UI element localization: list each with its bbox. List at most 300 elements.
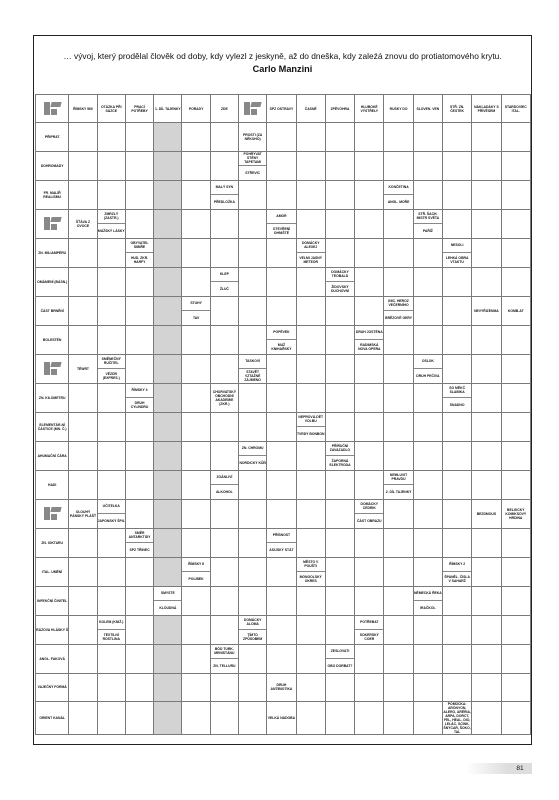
clue-top: MALÝ SYN [211,181,238,196]
clue-top: NEPROVÁ-DĚT VOLBU [297,413,325,428]
clue-cell [325,267,354,296]
clue-bottom: SOKERSKÝ COER [359,632,379,641]
answer-cell [413,383,442,412]
answer-cell [239,499,267,528]
answer-cell [325,528,354,557]
answer-cell [355,557,384,586]
split-clue [211,268,238,296]
answer-cell [442,499,471,528]
split-clue [384,471,412,499]
answer-cell [239,325,267,354]
answer-cell [97,238,125,267]
header-clue-cell: PRACÍ POTŘEBY [125,95,153,123]
answer-cell [69,296,97,325]
answer-cell [501,557,530,586]
answer-cell [97,180,125,209]
clue-cell: KOMB-AT [501,296,530,325]
row-clue-cell [36,209,69,238]
split-clue [211,645,238,673]
answer-cell [239,557,267,586]
clue-top: NĚMECKÁ ŘEKA [414,587,442,602]
answer-cell [442,441,471,470]
answer-cell [384,238,413,267]
answer-cell [267,412,296,441]
answer-cell [472,470,501,499]
answer-cell [325,354,354,383]
answer-cell [442,325,471,354]
answer-cell [125,615,153,644]
clue-cell [239,151,267,180]
clue-bottom: 2. DÍL TAJENKY [385,489,412,494]
clue-top: OBYVATEL SIBIŘE [126,239,153,254]
answer-cell [125,673,153,702]
answer-cell [97,296,125,325]
answer-cell [239,209,267,238]
answer-cell [325,702,354,735]
header-clue-cell: PORADY [182,95,210,123]
clue-cell: ŠŤÁVA Z OVOCE [69,209,97,238]
answer-cell [472,528,501,557]
clue-cell [325,441,354,470]
clue-bottom: TVRDÝ BONBON [296,431,325,436]
answer-cell [210,528,238,557]
clue-top: SMĚR ANTARKTIDY [126,529,153,544]
answer-cell [355,441,384,470]
clue-cell [125,383,153,412]
answer-cell [442,615,471,644]
row-clue-cell: INFEKČNÍ ČINITEL [36,586,69,615]
answer-cell [442,209,471,238]
answer-cell [296,702,325,735]
answer-cell [182,528,210,557]
clue-top: OSLOK [414,355,442,370]
answer-cell [501,644,530,673]
answer-cell [97,702,125,735]
clue-cell [442,238,471,267]
answer-cell [413,325,442,354]
clue-cell [97,615,125,644]
answer-cell [125,296,153,325]
clue-bottom: ŽIDOVSKÝ DUCHOVNÍ [330,284,350,293]
answer-cell [442,412,471,441]
split-clue [211,471,238,499]
answer-cell [69,470,97,499]
row-clue-cell: PŘIPRAT [36,123,69,152]
answer-cell [69,673,97,702]
answer-cell [182,412,210,441]
clue-bottom: OBO DORBAT? [327,663,353,668]
answer-cell [210,441,238,470]
split-clue [443,239,471,267]
answer-cell [325,209,354,238]
clue-cell: BELGICKÝ KOMIKSOVÝ HRDINA [501,499,530,528]
answer-cell [384,151,413,180]
split-clue [154,587,181,615]
answer-cell [182,383,210,412]
header-clue-cell: SLOVEN. VEN [413,95,442,123]
answer-cell [239,470,267,499]
split-clue [355,326,383,354]
answer-cell [413,267,442,296]
clue-cell [296,238,325,267]
header-clue-cell: SPZ OSTRAVY [267,95,296,123]
clue-cell [384,470,413,499]
clue-cell [413,586,442,615]
answer-cell [296,354,325,383]
clue-cell [442,383,471,412]
clue-cell [239,615,267,644]
answer-cell [501,180,530,209]
answer-cell [97,267,125,296]
answer-cell [355,123,384,152]
clue-bottom: ANGL. MOŘE [387,199,410,204]
answer-cell [413,180,442,209]
clue-bottom: VELMI JASNÝ METEOR [299,255,323,264]
answer-cell [69,702,97,735]
answer-cell [182,673,210,702]
split-clue [267,210,295,238]
answer-cell [442,180,471,209]
answer-cell [325,325,354,354]
row-clue-cell: ČÁST BRNĚNÍ [36,296,69,325]
split-clue [297,413,325,441]
clue-bottom: DRUH CYLINDRU [130,400,149,409]
answer-cell [442,354,471,383]
clue-cell: BEZDMOUS [472,499,501,528]
answer-cell [154,123,182,152]
clue-top: DOMÁCKY TEOBALD [326,268,354,283]
answer-cell [296,383,325,412]
split-clue [355,616,383,644]
answer-cell [239,586,267,615]
answer-cell [69,586,97,615]
split-clue [182,558,209,586]
row-clue-cell: FR. MALÍŘ REALISMU [36,180,69,209]
crossword-sheet [33,35,532,745]
answer-cell [472,702,501,735]
answer-cell [69,557,97,586]
answer-cell [154,209,182,238]
answer-cell [472,209,501,238]
answer-cell [296,151,325,180]
answer-cell [182,325,210,354]
answer-cell [267,644,296,673]
clue-bottom: MONGOLSKÝ OKRES [299,574,322,583]
clue-cell [296,557,325,586]
puzzle-logo-icon [44,507,61,520]
answer-cell [125,267,153,296]
answer-cell [472,441,501,470]
split-clue [414,587,442,615]
answer-cell [296,325,325,354]
answer-cell [472,123,501,152]
puzzle-logo-icon [244,102,261,115]
clue-bottom: ZN. TELLURU [213,663,236,668]
clue-bottom: PAŘÍŽ [422,228,433,233]
split-clue [239,152,266,180]
clue-bottom: HUD. ZKR. HARFY [130,255,149,264]
answer-cell [384,615,413,644]
answer-cell [69,441,97,470]
answer-cell [154,441,182,470]
clue-top: TASKOVÍ [239,355,266,370]
split-clue [414,210,442,238]
answer-cell [296,267,325,296]
answer-cell [413,238,442,267]
answer-cell [69,644,97,673]
clue-bottom: POLIBEK [188,576,204,581]
answer-cell [355,296,384,325]
header-clue-cell: ŘÍMSKY 560 [69,95,97,123]
row-clue-cell: BOLESTÉN [36,325,69,354]
answer-cell [239,383,267,412]
answer-cell [472,180,501,209]
clue-bottom: PŘEDLOŽKA [213,199,235,204]
answer-cell [267,151,296,180]
row-clue-cell: ITAL. UMĚNÍ [36,557,69,586]
clue-top: ŘÍMSKY 8 [182,558,209,573]
split-clue [297,239,325,267]
quote-author: Carlo Manzini [252,64,313,74]
row-clue-cell: ELEMENTÁR-NÍ ČÁSTICE (MN. Č.) [36,412,69,441]
answer-cell [69,412,97,441]
row-clue-cell: DOHROMADY [36,151,69,180]
answer-cell [325,412,354,441]
answer-cell [325,151,354,180]
answer-cell [355,383,384,412]
answer-cell [296,644,325,673]
split-clue [326,442,354,470]
answer-cell [69,238,97,267]
answer-cell [325,673,354,702]
clue-top: DOMÁCKY CEDRIK [355,500,383,515]
clue-top: DRUH JOSTÉNA [355,326,383,341]
row-clue-cell [36,354,69,383]
answer-cell [154,702,182,735]
answer-cell [413,702,442,735]
answer-cell [384,412,413,441]
answer-cell [239,238,267,267]
answer-cell [501,673,530,702]
answer-cell [472,238,501,267]
clue-top: MĚSTO V POUŠTI [297,558,325,573]
answer-cell [501,412,530,441]
split-clue [297,558,325,586]
row-clue-cell: RÁZOVA HLÁSKY Š [36,615,69,644]
answer-cell [355,644,384,673]
clue-bottom: MUŽ KNIHAŘSKÝ [271,342,292,351]
answer-cell [501,123,530,152]
answer-cell [182,354,210,383]
crossword-grid [35,94,531,735]
answer-cell [210,209,238,238]
clue-cell: NEVYŘIZENMA [472,296,501,325]
answer-cell [182,644,210,673]
clue-top: SMYSTE [154,587,181,602]
answer-cell [472,151,501,180]
answer-cell [296,470,325,499]
answer-cell [210,586,238,615]
clue-top: AMOR [267,210,295,225]
split-clue [414,355,442,383]
clue-top: ŘÍMSKY 4 [126,384,153,399]
answer-cell [384,441,413,470]
clue-bottom: RADIMSKÁ NOVA OPERA [358,342,381,351]
clue-cell [413,209,442,238]
answer-cell [355,209,384,238]
clue-cell [182,296,210,325]
clue-top: ZMRZLÝ (ZASTR.) [98,210,125,225]
header-clue-cell: HLUBOKÉ VÝSTŘELY [355,95,384,123]
answer-cell [154,296,182,325]
puzzle-logo-icon [44,362,61,375]
clue-cell [355,499,384,528]
answer-cell [182,123,210,152]
header-clue-cell: ZPĚVOHRA [325,95,354,123]
clue-top: ŘÍMSKY 2 [443,558,471,573]
header-logo-cell [239,95,267,123]
clue-cell [210,267,238,296]
answer-cell [384,383,413,412]
answer-cell [355,528,384,557]
header-clue-cell: ČASNĚ [296,95,325,123]
answer-cell [472,673,501,702]
clue-top: SO MĚKČ SLABIKA [443,384,471,399]
answer-cell [154,470,182,499]
answer-cell [210,151,238,180]
clue-cell [325,644,354,673]
answer-cell [69,180,97,209]
answer-cell [501,383,530,412]
answer-cell [267,383,296,412]
answer-cell [125,180,153,209]
answer-cell [413,470,442,499]
answer-cell [384,354,413,383]
answer-cell [384,702,413,735]
answer-cell [154,557,182,586]
answer-cell [182,586,210,615]
answer-cell [182,470,210,499]
answer-cell [154,325,182,354]
answer-cell [125,441,153,470]
clue-cell: POMŮCKA: ARONYON, ALERO, ARÉRIA, ARPA, DORCT, FEL, HEAL, DIO, LELÁC, SCINK, ŠNÝCAR, ŠOKO, TAL [443,702,471,734]
answer-cell [413,151,442,180]
answer-cell [384,123,413,152]
answer-cell [154,673,182,702]
answer-cell [182,238,210,267]
answer-cell [239,702,267,735]
answer-cell [210,123,238,152]
answer-cell [154,267,182,296]
answer-cell [125,586,153,615]
header-clue-cell: STARDOVIEC ITAL. [501,95,530,123]
answer-cell [355,180,384,209]
answer-cell [125,644,153,673]
answer-cell [267,238,296,267]
row-clue-cell: ZN. MILIAMPÉRU [36,238,69,267]
answer-cell [182,267,210,296]
answer-cell [442,470,471,499]
clue-top: ZOÁNLIVÍ [211,471,238,486]
answer-cell [125,354,153,383]
answer-cell [210,499,238,528]
answer-cell [325,615,354,644]
clue-cell: TĚWRT [69,354,97,383]
clue-bottom: ČÁST OBRAZU [356,518,382,523]
page-number: 81 [508,763,532,774]
row-clue-cell: OMÁMENÍ (BÁSN.) [36,267,69,296]
clue-cell [210,180,238,209]
answer-cell [182,702,210,735]
split-clue [443,384,471,412]
answer-cell [239,528,267,557]
answer-cell [384,673,413,702]
answer-cell [413,557,442,586]
clue-cell [97,499,125,528]
clue-cell [97,209,125,238]
answer-cell [501,209,530,238]
answer-cell [267,354,296,383]
answer-cell [296,180,325,209]
answer-cell [125,557,153,586]
answer-cell [97,151,125,180]
clue-top: POTŘEBAT [355,616,383,631]
split-clue [239,616,266,644]
answer-cell [325,499,354,528]
answer-cell [296,528,325,557]
answer-cell [154,180,182,209]
clue-bottom: SPZ TŘINEC [129,547,150,552]
answer-cell [69,325,97,354]
answer-cell [125,702,153,735]
answer-cell [442,528,471,557]
row-clue-cell: ANGL. FAKOVÁ [36,644,69,673]
clue-cell [384,180,413,209]
answer-cell [154,412,182,441]
answer-cell [267,557,296,586]
answer-cell [413,615,442,644]
split-clue [211,181,238,209]
answer-cell [97,673,125,702]
clue-cell [182,557,210,586]
split-clue [326,268,354,296]
clue-cell [210,644,238,673]
clue-cell [97,354,125,383]
clue-cell [267,209,296,238]
split-clue [98,210,125,238]
clue-top: ZN. CHROMU [239,442,266,457]
answer-cell [501,441,530,470]
answer-cell [97,383,125,412]
clue-top: POHRYVAT STĚNY TAPETAMI [239,152,266,167]
clue-bottom: OTEVŘENÍ OHNIŠTĚ [272,226,291,235]
answer-cell [239,673,267,702]
answer-cell [472,557,501,586]
clue-top: PŘÍRUČNÍ ZAVAZADLO [326,442,354,457]
clue-top: POPĚVEK [267,326,295,341]
clue-top: KONČETINA [384,181,412,196]
quote-text: … vývoj, který prodělal člověk od doby, kdy vylezl z jeskyně, až do dneška, kdy zaleźá znovu do protiatomového krytu. [63,51,502,61]
answer-cell [296,123,325,152]
clue-top: STUHY [182,297,209,312]
answer-cell [413,673,442,702]
answer-cell [355,267,384,296]
answer-cell [97,644,125,673]
split-clue [267,326,295,354]
clue-bottom: ŠPANĚL. ČISLA V SAHARŽ [444,574,470,583]
answer-cell [125,151,153,180]
answer-cell [182,615,210,644]
